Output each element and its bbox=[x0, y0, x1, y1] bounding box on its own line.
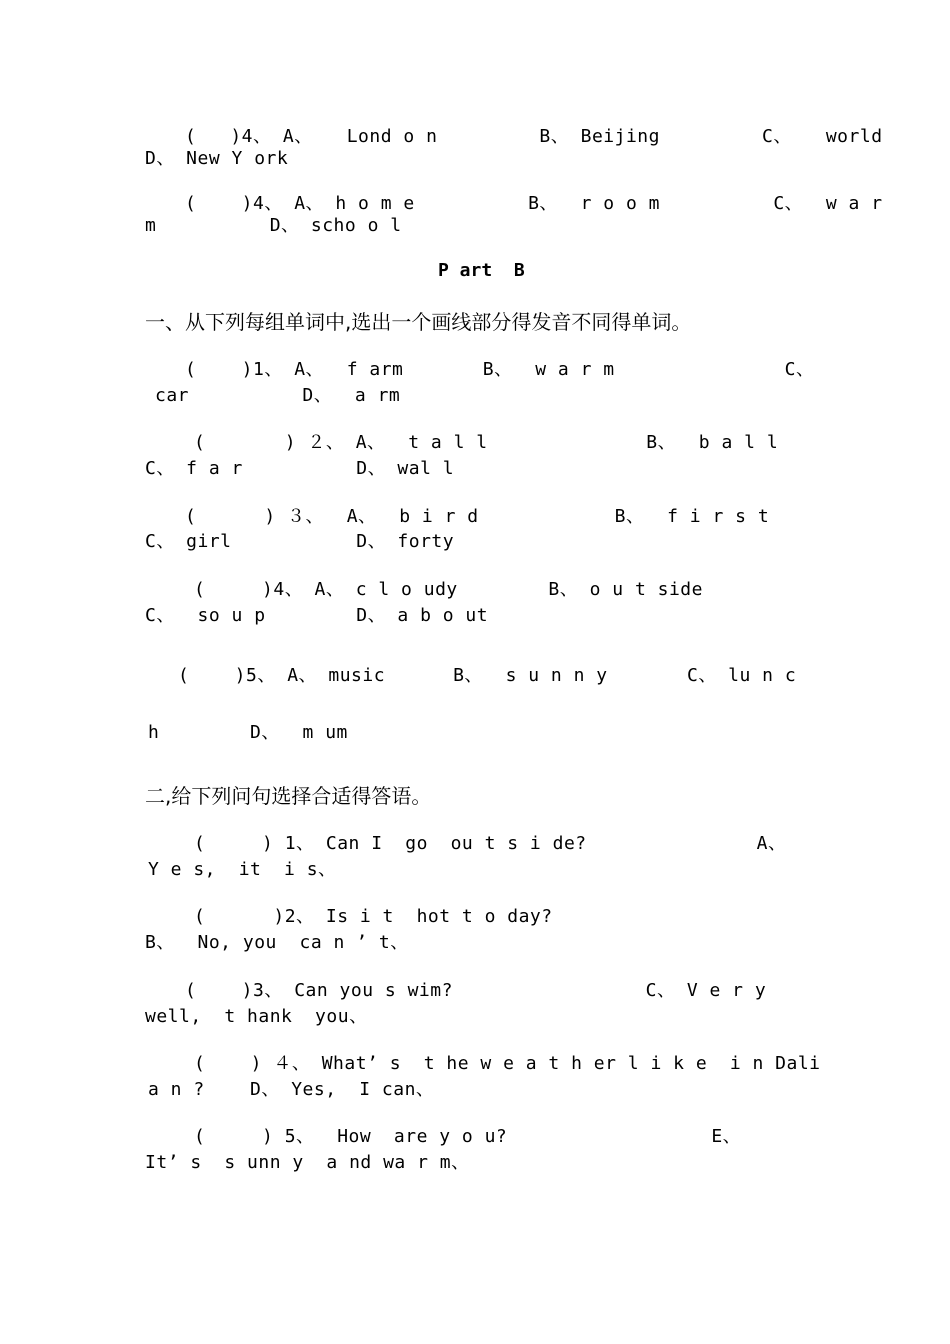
question-line: ( )1、 A、 f arm B、 w a r m C、 bbox=[185, 359, 815, 380]
question-line: ( ) 5、 How are y o u? E、 bbox=[194, 1126, 742, 1147]
question-line: ( )4、 A、 Lond o n B、 Beijing C、 world bbox=[185, 126, 883, 147]
question-line-continued: It’ s s unn y a nd wa r m、 bbox=[145, 1152, 470, 1173]
question-line-continued: a n ? D、 Yes, I can、 bbox=[148, 1079, 435, 1100]
question-line-continued: C、 f a r D、 wal l bbox=[145, 458, 455, 479]
question-line-continued: D、 New Y ork bbox=[145, 148, 289, 169]
question-line: ( )4、 A、 h o m e B、 r o o m C、 w a r bbox=[185, 193, 883, 214]
question-line: ( ) ３、 A、 b i r d B、 f i r s t bbox=[185, 506, 770, 527]
question-line-continued: well, t hank you、 bbox=[145, 1006, 368, 1027]
question-line-continued: car D、 a rm bbox=[155, 385, 401, 406]
question-line: ( )5、 A、 music B、 s u n n y C、 lu n c bbox=[178, 665, 797, 686]
question-line-continued: C、 so u p D、 a b o ut bbox=[145, 605, 489, 626]
question-line-continued: C、 girl D、 forty bbox=[145, 531, 455, 552]
question-line: ( )2、 Is i t hot t o day? bbox=[194, 906, 553, 927]
question-line: ( ) 1、 Can I go ou t s i de? A、 bbox=[194, 833, 787, 854]
question-line: ( ) ２、 A、 t a l l B、 b a l l bbox=[194, 432, 779, 453]
question-line-continued: m D、 scho o l bbox=[145, 215, 402, 236]
question-line: ( ) ４、 What’ s t he w e a t h er l i k e i n Dali bbox=[194, 1053, 821, 1074]
question-line: ( )3、 Can you s wim? C、 V e r y bbox=[185, 980, 767, 1001]
question-line-continued: B、 No, you ca n ’ t、 bbox=[145, 932, 409, 953]
section-heading: 二,给下列问句选择合适得答语。 bbox=[145, 784, 432, 808]
section-heading: 一、从下列每组单词中,选出一个画线部分得发音不同得单词。 bbox=[145, 310, 692, 334]
question-line: ( )4、 A、 c l o udy B、 o u t side bbox=[194, 579, 703, 600]
part-title: P art B bbox=[438, 260, 525, 281]
question-line-continued: h D、 m um bbox=[148, 722, 348, 743]
question-line-continued: Y e s, it i s、 bbox=[148, 859, 337, 880]
